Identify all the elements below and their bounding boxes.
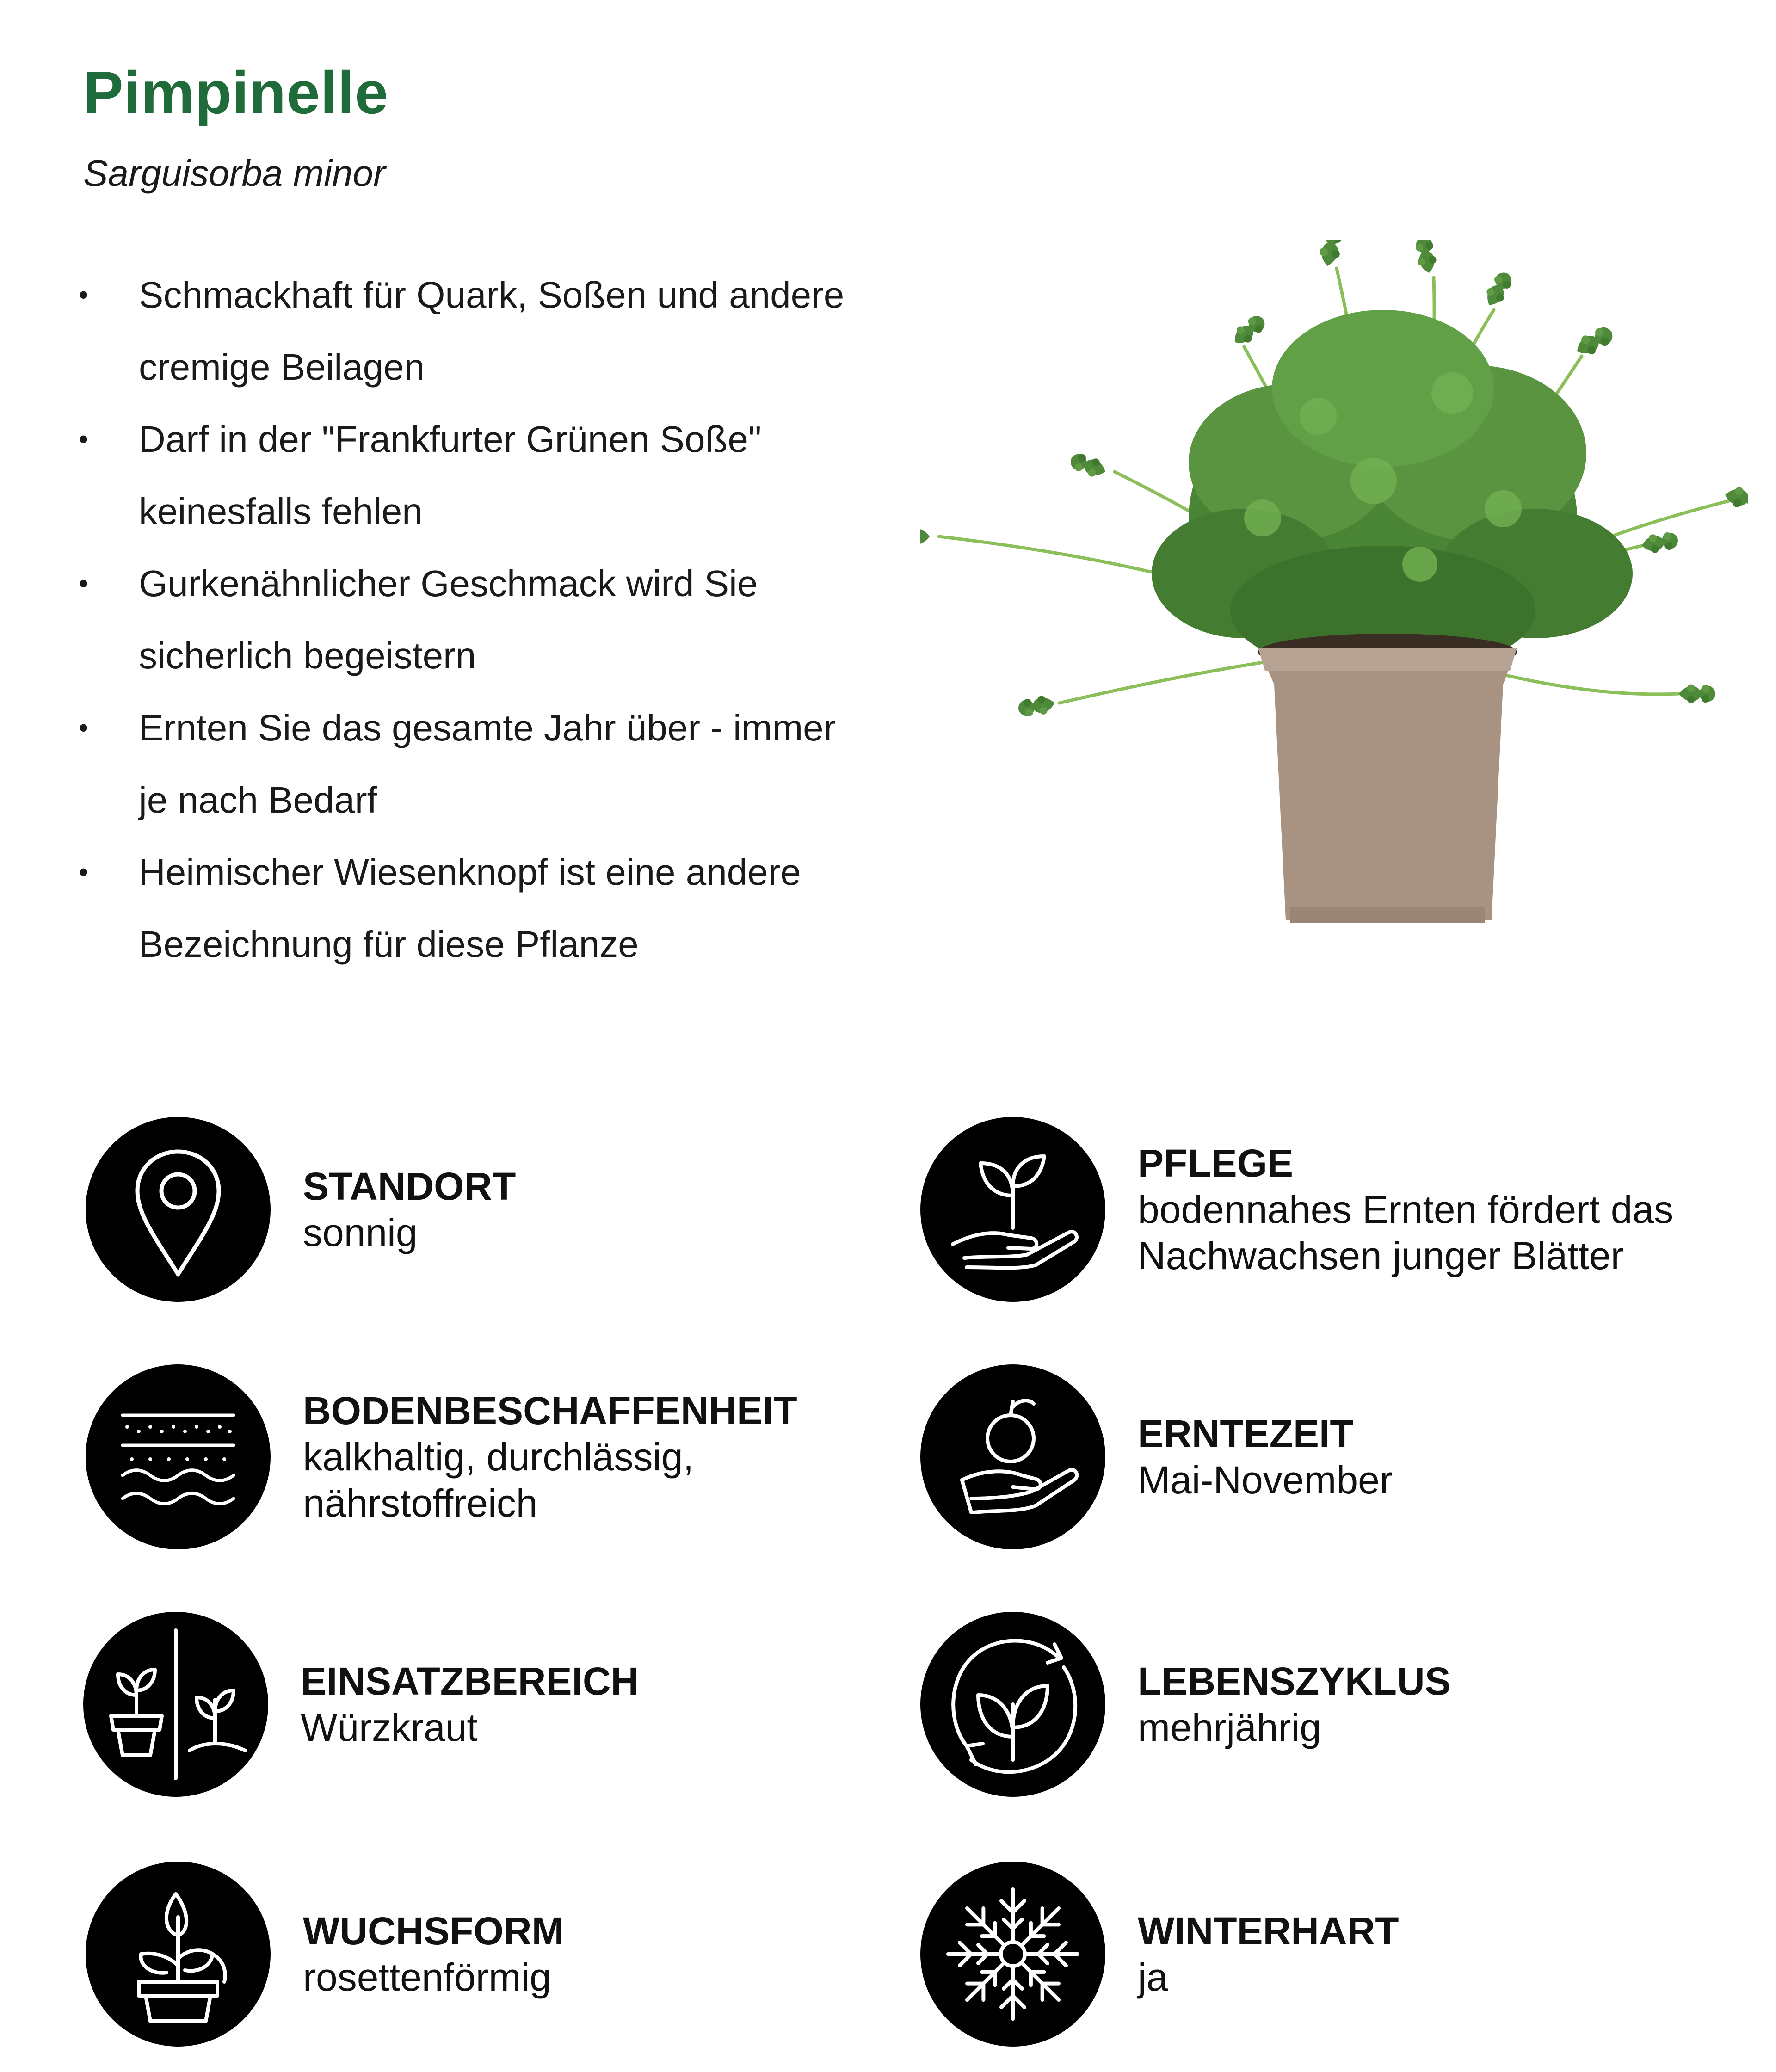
info-value: rosettenförmig xyxy=(303,1955,551,1999)
feature-text-line1: Heimischer Wiesenknopf ist eine andere xyxy=(139,851,801,893)
feature-text-line2: sicherlich begeistern xyxy=(139,635,476,676)
info-label: PFLEGE xyxy=(1138,1141,1294,1185)
feature-text-line1: Gurkenähnlicher Geschmack wird Sie xyxy=(139,563,758,604)
info-label: WUCHSFORM xyxy=(303,1909,564,1953)
info-value-line1: bodennahes Ernten fördert das xyxy=(1138,1188,1674,1231)
pot-and-ground-icon xyxy=(83,1612,268,1797)
info-value-line2: nährstoffreich xyxy=(303,1481,538,1525)
info-label: BODENBESCHAFFENHEIT xyxy=(303,1389,797,1432)
info-bodenbeschaffenheit xyxy=(86,1364,797,1549)
info-label: EINSATZBEREICH xyxy=(301,1659,639,1703)
product-title: Pimpinelle xyxy=(83,59,389,126)
info-label: ERNTEZEIT xyxy=(1138,1412,1354,1455)
info-winterhart xyxy=(920,1862,1399,2047)
potted-plant-icon xyxy=(86,1862,271,2047)
fruit-in-hand-icon xyxy=(920,1364,1105,1549)
plant-in-pot-image xyxy=(920,240,1748,934)
feature-text-line1: Ernten Sie das gesamte Jahr über - immer xyxy=(139,707,836,748)
botanical-name: Sarguisorba minor xyxy=(83,153,386,194)
info-label: WINTERHART xyxy=(1138,1909,1399,1953)
info-value-line2: Nachwachsen junger Blätter xyxy=(1138,1234,1624,1277)
feature-item xyxy=(79,692,911,836)
feature-item xyxy=(79,259,911,403)
feature-text-line2: je nach Bedarf xyxy=(139,779,377,820)
info-value: Mai-November xyxy=(1138,1458,1393,1502)
feature-text-line2: keinesfalls fehlen xyxy=(139,491,423,532)
bullet: • xyxy=(79,279,89,310)
info-lebenszyklus xyxy=(920,1612,1451,1797)
feature-text-line1: Darf in der "Frankfurter Grünen Soße" xyxy=(139,419,762,460)
feature-list xyxy=(79,259,911,980)
bullet: • xyxy=(79,857,89,888)
feature-item xyxy=(79,403,911,548)
info-value-line1: kalkhaltig, durchlässig, xyxy=(303,1435,694,1479)
feature-text-line1: Schmackhaft für Quark, Soßen und andere xyxy=(139,274,845,315)
snowflake-icon xyxy=(920,1862,1105,2047)
feature-item xyxy=(79,548,911,692)
soil-layers-icon xyxy=(86,1364,271,1549)
info-value: Würzkraut xyxy=(301,1706,478,1749)
info-einsatzbereich xyxy=(83,1612,639,1797)
info-value: ja xyxy=(1138,1955,1168,1999)
bullet: • xyxy=(79,424,89,455)
info-value: sonnig xyxy=(303,1211,418,1254)
info-wuchsform xyxy=(86,1862,564,2047)
info-label: STANDORT xyxy=(303,1165,516,1208)
feature-item xyxy=(79,836,911,980)
plant-cycle-icon xyxy=(920,1612,1105,1797)
bullet: • xyxy=(79,712,89,743)
seedling-in-hand-icon xyxy=(920,1117,1105,1302)
feature-text-line2: cremige Beilagen xyxy=(139,346,425,388)
info-value: mehrjährig xyxy=(1138,1706,1321,1749)
feature-text-line2: Bezeichnung für diese Pflanze xyxy=(139,924,639,965)
info-standort xyxy=(86,1117,516,1302)
bullet: • xyxy=(79,568,89,599)
info-pflege xyxy=(920,1117,1673,1302)
location-pin-icon xyxy=(86,1117,271,1302)
info-label: LEBENSZYKLUS xyxy=(1138,1659,1451,1703)
info-erntezeit xyxy=(920,1364,1393,1549)
